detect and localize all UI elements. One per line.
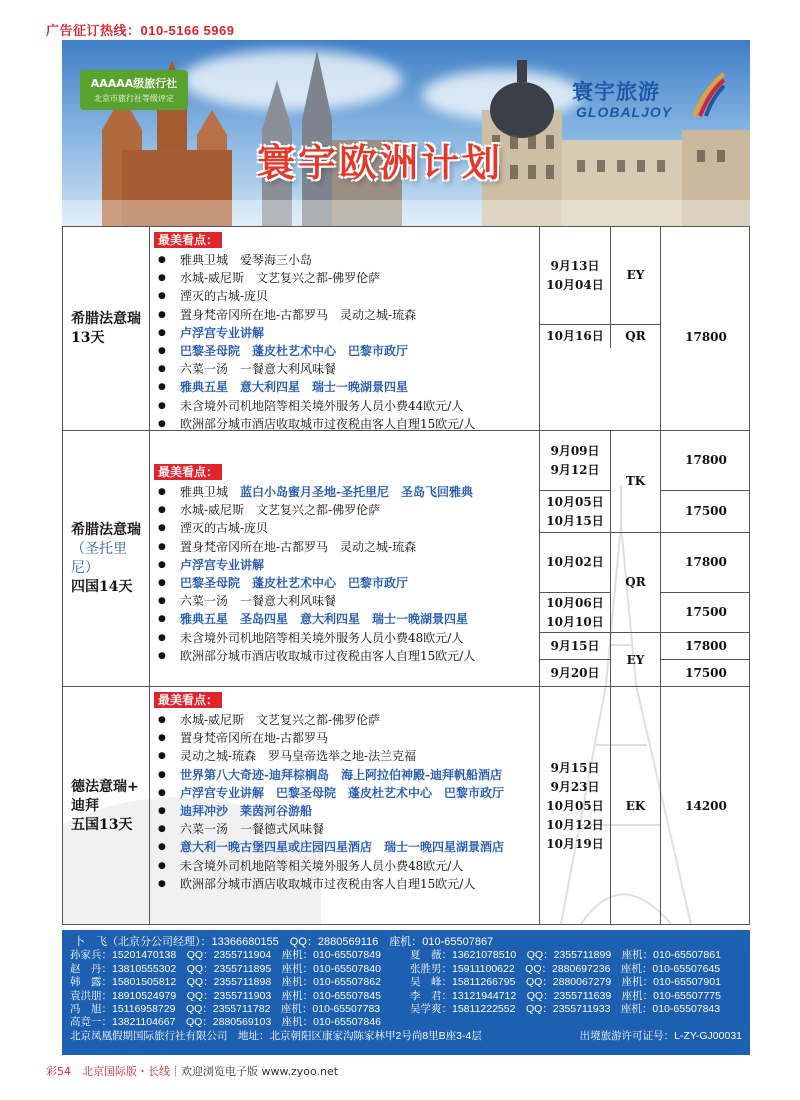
empty-cell — [540, 348, 660, 431]
feature-item: ● 卢浮宫专业讲解 巴黎圣母院 蓬皮杜艺术中心 巴黎市政厅 — [154, 784, 539, 802]
feature-item: ● 置身梵帝冈所在地-古都罗马 — [154, 729, 539, 747]
departure-dates — [540, 325, 610, 348]
contact-panel — [62, 930, 750, 1055]
departure-dates — [540, 660, 610, 687]
logo-english: GLOBALJOY — [576, 104, 673, 120]
contact-entry: 张胜男：15911100622 QQ：2880697236 座机：010-65507645 — [410, 962, 721, 975]
date: 10月19日 — [546, 837, 604, 851]
price: 17800 — [660, 633, 750, 660]
rating-badge-title: AAAAA级旅行社 — [90, 77, 178, 90]
route-name-line: 迪拜 — [71, 798, 99, 814]
contact-entry: 吴学爽：15811222552 QQ：2355711933 座机：010-65507843 — [410, 1002, 721, 1015]
feature-text: 雅典卫城 — [180, 485, 241, 499]
highlights-label: 最美看点： — [154, 232, 222, 248]
company-address: 北京凤凰假期国际旅行社有限公司 地址：北京朝阳区康家沟陈家林甲2号尚8里B座3-4层 — [70, 1029, 482, 1042]
feature-item: ● 巴黎圣母院 蓬皮杜艺术中心 巴黎市政厅 — [154, 574, 539, 592]
contact-entry: 袁洪朋：18910524979 QQ：2355711903 座机：010-65507845 — [70, 989, 381, 1002]
feature-item: ● 湮灭的古城-庞贝 — [154, 287, 539, 305]
departure-dates — [540, 533, 610, 593]
date: 9月23日 — [550, 780, 600, 794]
route-name — [63, 431, 150, 686]
contact-entry: 夏 薇：13621078510 QQ：2355711899 座机：010-65507861 — [410, 949, 721, 962]
itinerary-table — [62, 226, 750, 925]
rating-badge-subtitle: 北京市旅行社等级评定 — [94, 94, 174, 103]
price: 17500 — [660, 593, 750, 633]
feature-item: ● 巴黎圣母院 蓬皮杜艺术中心 巴黎市政厅 — [154, 342, 539, 360]
route-row — [63, 431, 750, 687]
contact-row — [70, 949, 742, 962]
feature-item: ● 置身梵帝冈所在地-古都罗马 灵动之城-琉森 — [154, 306, 539, 324]
feature-item: ● 迪拜冲沙 莱茵河谷游船 — [154, 802, 539, 820]
contact-entry: 冯 旭：15116958729 QQ：2355711782 座机：010-65507783 — [70, 1002, 381, 1015]
airline-code: EY — [610, 633, 660, 687]
price: 14200 — [660, 687, 750, 925]
date: 10月12日 — [546, 818, 604, 832]
feature-item: ● 灵动之城-琉森 罗马皇帝选举之地-法兰克福 — [154, 747, 539, 765]
route-row — [63, 227, 750, 431]
rating-badge — [80, 70, 188, 110]
contact-row — [70, 1003, 742, 1016]
price: 17800 — [660, 227, 750, 447]
airline-code: QR — [610, 533, 660, 633]
route-name-group — [71, 778, 139, 835]
feature-item: ● 湮灭的古城-庞贝 — [154, 519, 539, 537]
route-name — [63, 687, 150, 925]
route-name — [63, 227, 150, 430]
company-line — [70, 1030, 742, 1043]
date: 10月02日 — [546, 555, 604, 569]
date: 10月05日 — [546, 494, 604, 509]
feature-item — [154, 483, 539, 501]
price: 17800 — [660, 533, 750, 593]
feature-item: ● 雅典五星 意大利四星 瑞士一晚湖景四星 — [154, 378, 539, 396]
feature-item: ● 卢浮宫专业讲解 — [154, 324, 539, 342]
date: 9月13日 — [550, 258, 600, 273]
feature-item: ● 未含境外司机地陪等相关境外服务人员小费48欧元/人 — [154, 629, 539, 647]
airline-code: EK — [610, 687, 660, 925]
route-name-text: 希腊法意瑞13天 — [71, 310, 141, 346]
departure-dates — [540, 687, 610, 925]
contact-entry: 高竞一：13821104667 QQ：2880569103 座机：010-65507846 — [70, 1016, 381, 1029]
date: 10月16日 — [546, 329, 604, 343]
contact-entry: 吴 峰：15811266795 QQ：2880067279 座机：010-65507901 — [410, 976, 721, 989]
departure-dates — [540, 431, 610, 491]
license-number: 出境旅游许可证号：L-ZY-GJ00031 — [579, 1029, 742, 1042]
departure-dates — [540, 491, 610, 533]
feature-text-blue: 蓝白小岛蜜月圣地-圣托里尼 圣岛飞回雅典 — [240, 485, 473, 499]
price: 17800 — [660, 431, 750, 491]
feature-item: ● 水城-威尼斯 文艺复兴之都-佛罗伦萨 — [154, 501, 539, 519]
price: 17500 — [660, 660, 750, 687]
contact-row — [70, 990, 742, 1003]
page-footer — [46, 1063, 338, 1079]
route-features — [150, 227, 540, 430]
departure-dates — [540, 227, 610, 325]
banner — [62, 40, 750, 226]
feature-item: ● 世界第八大奇迹-迪拜棕榈岛 海上阿拉伯神殿-迪拜帆船酒店 — [154, 766, 539, 784]
page-number: 彩54 北京国际版・长线 — [46, 1065, 170, 1078]
route-name-island: （圣托里尼） — [71, 540, 127, 576]
feature-item: ● 置身梵帝冈所在地-古都罗马 灵动之城-琉森 — [154, 538, 539, 556]
feature-item: ● 水城-威尼斯 文艺复兴之都-佛罗伦萨 — [154, 711, 539, 729]
feature-item: ● 雅典五星 圣岛四星 意大利四星 瑞士一晚湖景四星 — [154, 610, 539, 628]
price: 17500 — [660, 491, 750, 533]
feature-item: ● 意大利一晚古堡四星或庄园四星酒店 瑞士一晚四星湖景酒店 — [154, 838, 539, 856]
feature-item: ● 六菜一汤 一餐德式风味餐 — [154, 820, 539, 838]
contact-entry: 李 君：13121944712 QQ：2355711639 座机：010-65507775 — [410, 989, 721, 1002]
feature-item: ● 六菜一汤 一餐意大利风味餐 — [154, 592, 539, 610]
page-title: 寰宇欧洲计划 — [257, 141, 504, 185]
contact-entry: 孙家兵：15201470138 QQ：2355711904 座机：010-65507849 — [70, 949, 381, 962]
contact-entry: 韩 露：15801505812 QQ：2355711898 座机：010-65507862 — [70, 976, 381, 989]
feature-item: ● 未含境外司机地陪等相关境外服务人员小费48欧元/人 — [154, 857, 539, 875]
contact-row — [70, 963, 742, 976]
feature-item: ● 欧洲部分城市酒店收取城市过夜税由客人自理15欧元/人 — [154, 415, 539, 433]
airline-code: QR — [610, 325, 660, 348]
date: 10月04日 — [546, 277, 604, 292]
departure-dates — [540, 593, 610, 633]
date: 9月15日 — [550, 638, 600, 653]
feature-item: ● 卢浮宫专业讲解 — [154, 556, 539, 574]
route-features — [150, 687, 540, 925]
logo-swoosh-icon — [690, 72, 726, 118]
feature-item: ● 雅典卫城 爱琴海三小岛 — [154, 251, 539, 269]
date: 9月12日 — [550, 462, 600, 477]
airline-code: TK — [610, 431, 660, 533]
airline-code: EY — [610, 227, 660, 325]
route-name-line: 德法意瑞+ — [71, 779, 139, 795]
highlights-label: 最美看点： — [154, 464, 222, 480]
date: 10月05日 — [546, 799, 604, 813]
route-features — [150, 431, 540, 686]
date: 10月10日 — [546, 614, 604, 629]
route-row — [63, 687, 750, 925]
feature-item: ● 欧洲部分城市酒店收取城市过夜税由客人自理15欧元/人 — [154, 875, 539, 893]
departure-dates — [540, 633, 610, 660]
date: 9月20日 — [550, 666, 600, 680]
ad-hotline: 广告征订热线：010-5166 5969 — [46, 23, 235, 38]
date: 9月09日 — [550, 443, 600, 458]
route-name-line: 五国13天 — [71, 817, 133, 833]
website-link[interactable]: ｜欢迎浏览电子版 www.zyoo.net — [170, 1065, 339, 1078]
feature-item: ● 欧洲部分城市酒店收取城市过夜税由客人自理15欧元/人 — [154, 647, 539, 665]
route-name-tail: 四国14天 — [71, 578, 133, 595]
contact-row — [70, 976, 742, 989]
globaljoy-logo — [572, 76, 722, 126]
contact-row — [70, 1016, 742, 1029]
contact-entry: 赵 丹：13810555302 QQ：2355711895 座机：010-65507840 — [70, 962, 381, 975]
route-name-group — [71, 521, 147, 597]
route-name-text: 希腊法意瑞 — [71, 521, 141, 538]
feature-item: ● 未含境外司机地陪等相关境外服务人员小费44欧元/人 — [154, 397, 539, 415]
feature-item: ● 六菜一汤 一餐意大利风味餐 — [154, 360, 539, 378]
date: 10月15日 — [546, 513, 604, 528]
highlights-label: 最美看点： — [154, 692, 222, 708]
date: 9月15日 — [550, 761, 600, 775]
date: 10月06日 — [546, 595, 604, 610]
logo-chinese: 寰宇旅游 — [572, 80, 660, 104]
manager-contact: 卜 飞（北京分公司经理）：13366680155 QQ：2880569116 座机：010-65507867 — [74, 936, 494, 948]
feature-item: ● 水城-威尼斯 文艺复兴之都-佛罗伦萨 — [154, 269, 539, 287]
